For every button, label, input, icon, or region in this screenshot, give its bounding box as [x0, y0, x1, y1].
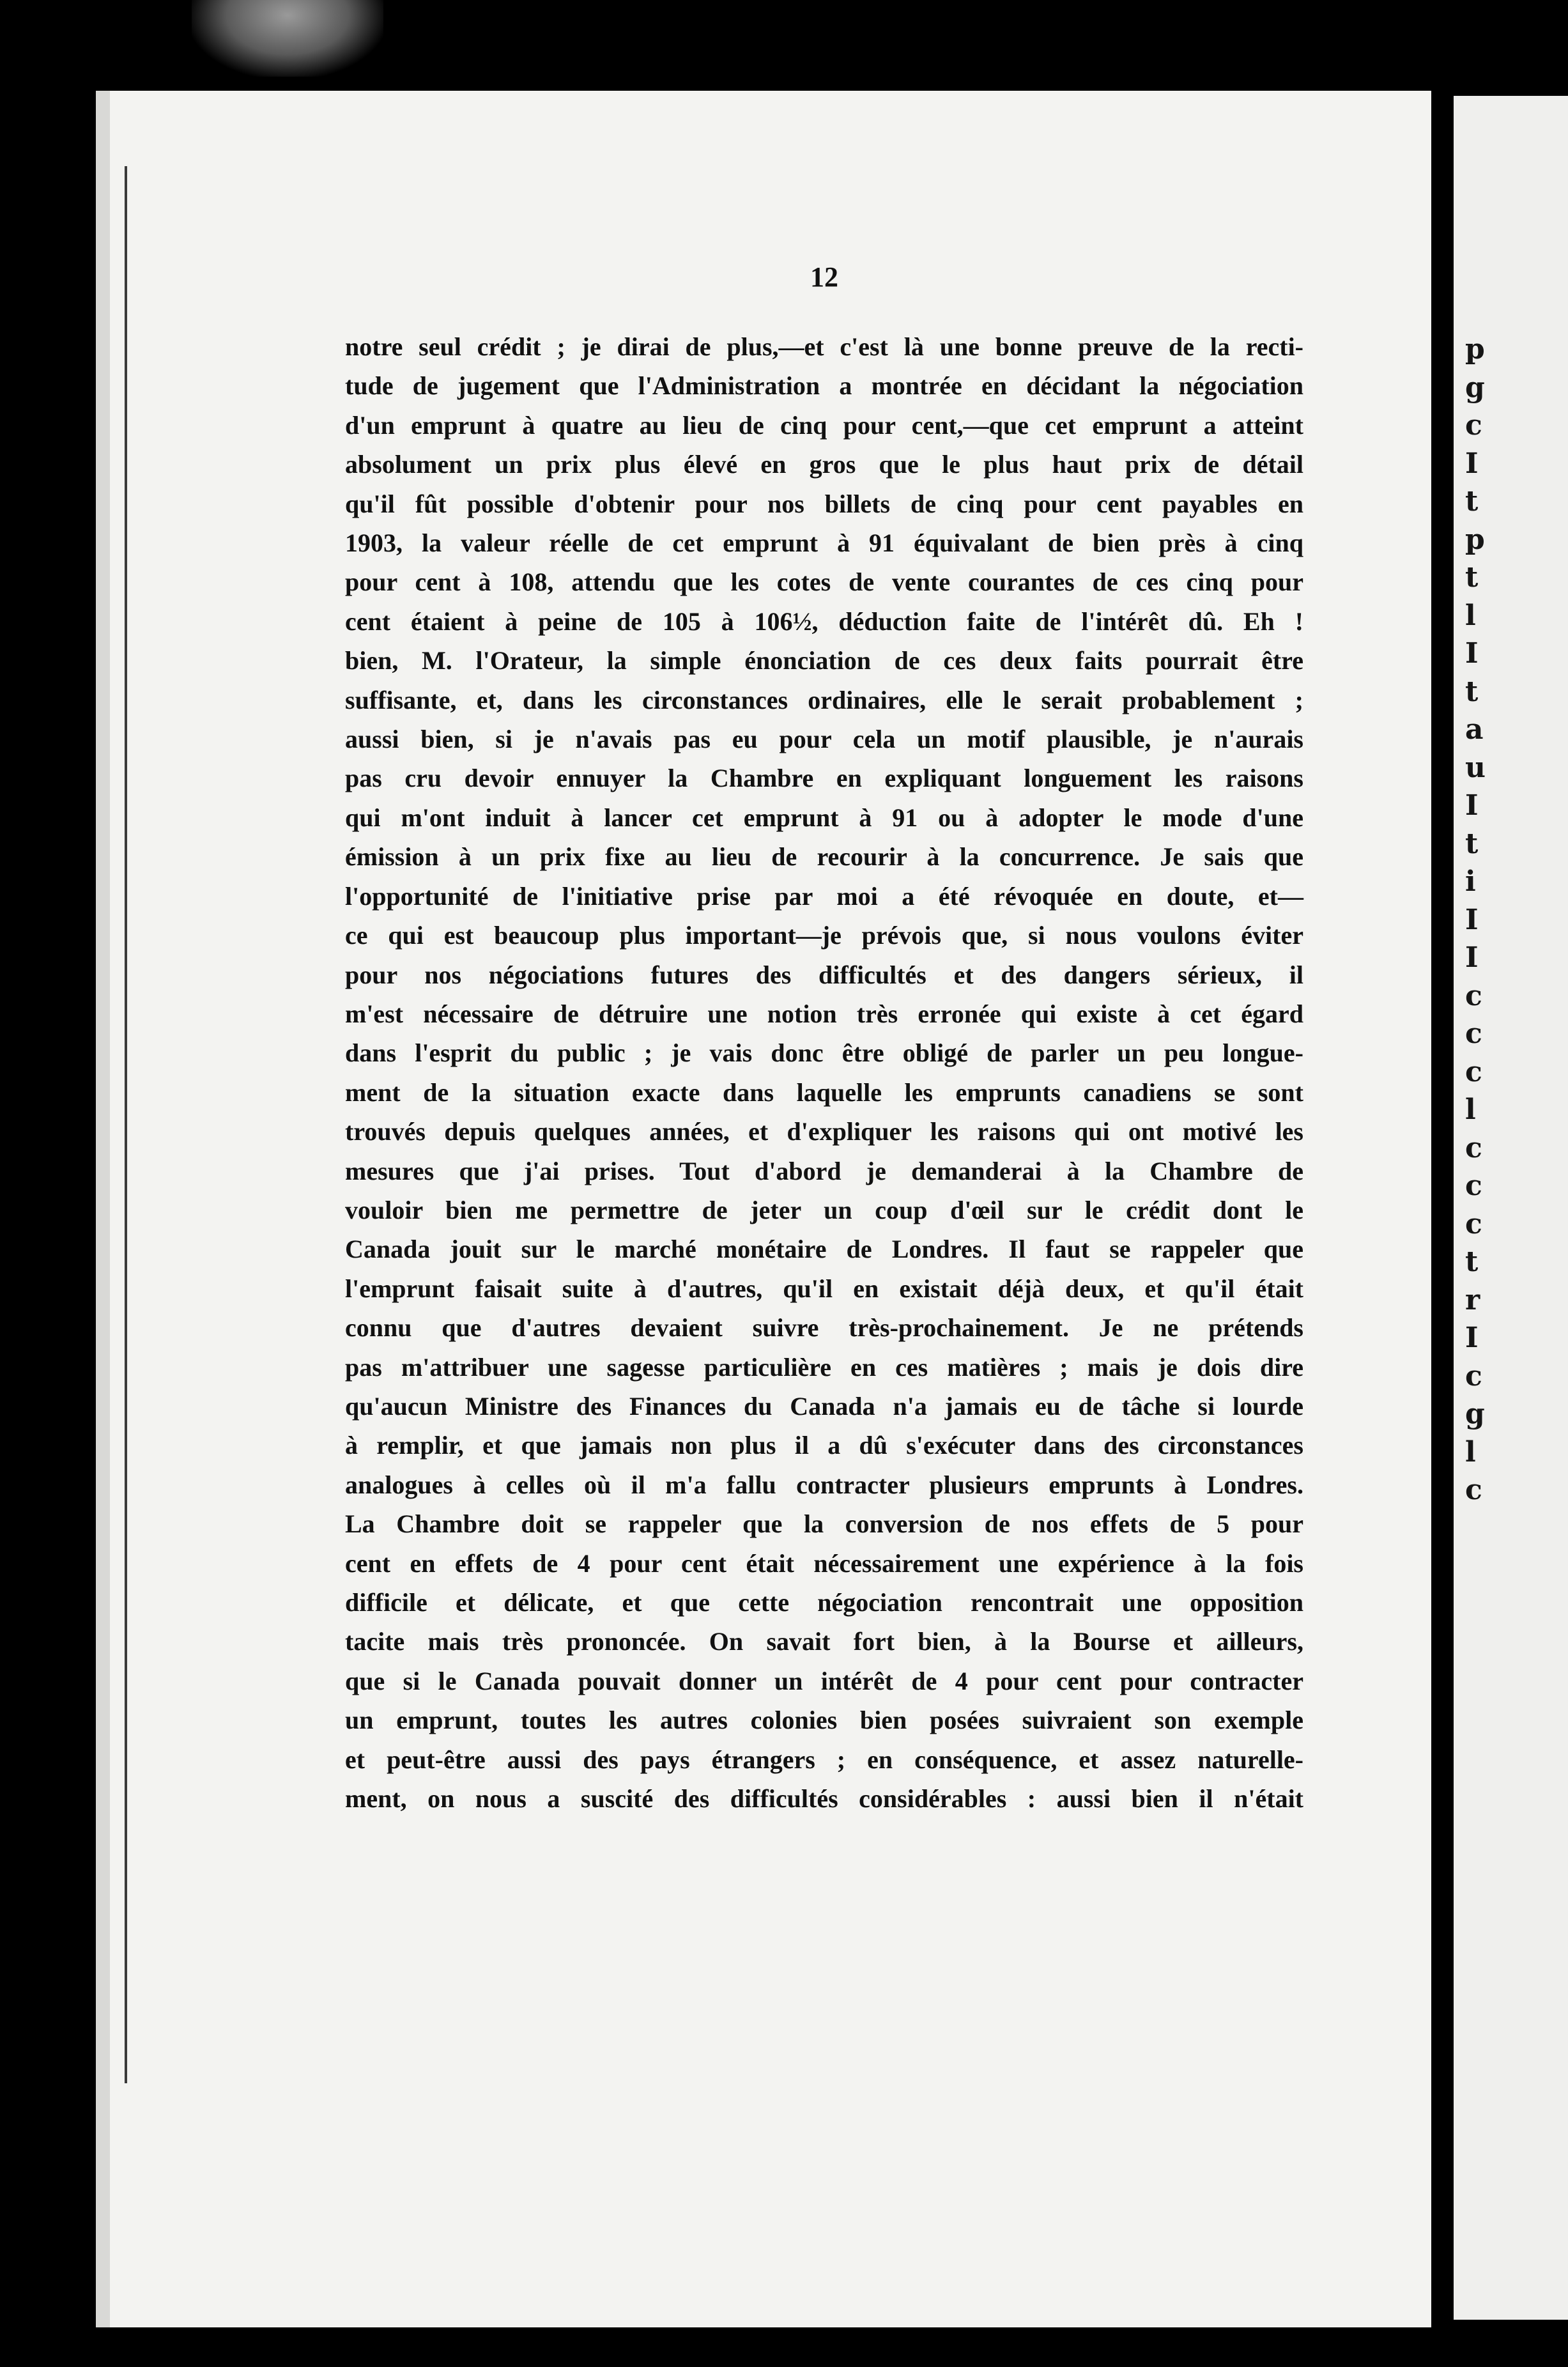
text-line: analogues à celles où il m'a fallu contracter plusieurs emprunts à Londres. — [345, 1470, 1303, 1499]
text-line: qu'il fût possible d'obtenir pour nos billets de cinq pour cent payables en — [345, 489, 1303, 518]
adjacent-page-letter: c — [1465, 979, 1482, 1012]
adjacent-page-letter: u — [1465, 751, 1486, 784]
text-line: qu'aucun Ministre des Finances du Canada n'a jamais eu de tâche si lourde — [345, 1391, 1303, 1421]
adjacent-page-letter: i — [1465, 865, 1476, 898]
adjacent-page-letter: c — [1465, 1131, 1482, 1164]
text-line: m'est nécessaire de détruire une notion très erronée qui existe à cet égard — [345, 999, 1303, 1028]
adjacent-page-letter: l — [1465, 599, 1476, 632]
text-line: ment, on nous a suscité des difficultés considérables : aussi bien il n'était — [345, 1784, 1303, 1814]
text-line: et peut-être aussi des pays étrangers ; en conséquence, et assez naturelle- — [345, 1745, 1303, 1774]
text-line: La Chambre doit se rappeler que la conversion de nos effets de 5 pour — [345, 1509, 1303, 1539]
text-line: mesures que j'ai prises. Tout d'abord je demanderai à la Chambre de — [345, 1156, 1303, 1185]
text-line: cent étaient à peine de 105 à 106½, déduction faite de l'intérêt dû. Eh ! — [345, 606, 1303, 636]
text-line: vouloir bien me permettre de jeter un coup d'œil sur le crédit dont le — [345, 1195, 1303, 1224]
adjacent-page-letter: a — [1465, 713, 1484, 746]
text-line: un emprunt, toutes les autres colonies bien posées suivraient son exemple — [345, 1706, 1303, 1735]
adjacent-page-letter: I — [1465, 1322, 1479, 1354]
text-line: 1903, la valeur réelle de cet emprunt à 91 équivalant de bien près à cinq — [345, 528, 1303, 558]
adjacent-page-letter: I — [1465, 637, 1479, 670]
adjacent-page-letter: g — [1465, 371, 1485, 404]
text-line: ment de la situation exacte dans laquelle les emprunts canadiens se sont — [345, 1077, 1303, 1107]
text-line: pour cent à 108, attendu que les cotes de vente courantes de ces cinq pour — [345, 567, 1303, 597]
text-line: dans l'esprit du public ; je vais donc être obligé de parler un peu longue- — [345, 1038, 1303, 1068]
text-line: notre seul crédit ; je dirai de plus,—et c'est là une bonne preuve de la recti- — [345, 332, 1303, 361]
adjacent-page-letter: l — [1465, 1093, 1476, 1126]
adjacent-page-letter: c — [1465, 1474, 1482, 1506]
adjacent-page-letter: c — [1465, 1207, 1482, 1240]
text-line: pour nos négociations futures des difficultés et des dangers sérieux, il — [345, 960, 1303, 989]
text-line: absolument un prix plus élevé en gros que le plus haut prix de détail — [345, 450, 1303, 479]
page-number: 12 — [810, 261, 838, 293]
adjacent-page-letter: p — [1465, 333, 1485, 366]
adjacent-page-letter: c — [1465, 409, 1482, 442]
text-line: l'opportunité de l'initiative prise par moi a été révoquée en doute, et— — [345, 881, 1303, 911]
adjacent-page-letter: c — [1465, 1017, 1482, 1050]
adjacent-page-letter: g — [1465, 1398, 1485, 1430]
adjacent-page-letter: I — [1465, 941, 1479, 974]
adjacent-page-letter: t — [1465, 1245, 1479, 1278]
text-line: difficile et délicate, et que cette négociation rencontrait une opposition — [345, 1588, 1303, 1617]
adjacent-page-letter: t — [1465, 485, 1479, 518]
adjacent-page-letter: I — [1465, 903, 1479, 936]
text-line: pas cru devoir ennuyer la Chambre en expliquant longuement les raisons — [345, 764, 1303, 793]
text-line: l'emprunt faisait suite à d'autres, qu'il en existait déjà deux, et qu'il était — [345, 1274, 1303, 1303]
adjacent-page-edge — [1454, 96, 1568, 2320]
text-line: Canada jouit sur le marché monétaire de Londres. Il faut se rappeler que — [345, 1235, 1303, 1264]
text-line: aussi bien, si je n'avais pas eu pour cela un motif plausible, je n'aurais — [345, 725, 1303, 754]
text-line: tacite mais très prononcée. On savait fort bien, à la Bourse et ailleurs, — [345, 1627, 1303, 1656]
page-body-text — [345, 327, 1303, 1818]
page-binding-shadow — [125, 166, 127, 2083]
adjacent-page-letter: t — [1465, 561, 1479, 594]
adjacent-page-letter: I — [1465, 447, 1479, 480]
text-line: émission à un prix fixe au lieu de recourir à la concurrence. Je sais que — [345, 842, 1303, 872]
adjacent-page-letter: c — [1465, 1169, 1482, 1202]
text-line: connu que d'autres devaient suivre très-prochainement. Je ne prétends — [345, 1313, 1303, 1343]
text-line: tude de jugement que l'Administration a montrée en décidant la négociation — [345, 371, 1303, 401]
text-line: pas m'attribuer une sagesse particulière en ces matières ; mais je dois dire — [345, 1352, 1303, 1382]
text-line: bien, M. l'Orateur, la simple énonciation de ces deux faits pourrait être — [345, 646, 1303, 675]
text-line: ce qui est beaucoup plus important—je prévois que, si nous voulons éviter — [345, 921, 1303, 950]
adjacent-page-letter: p — [1465, 523, 1485, 556]
adjacent-page-letter: I — [1465, 789, 1479, 822]
scan-blot — [192, 0, 383, 77]
text-line: trouvés depuis quelques années, et d'expliquer les raisons qui ont motivé les — [345, 1117, 1303, 1146]
adjacent-page-letter: t — [1465, 827, 1479, 860]
text-line: suffisante, et, dans les circonstances ordinaires, elle le serait probablement ; — [345, 685, 1303, 714]
adjacent-page-letter: r — [1465, 1283, 1480, 1316]
text-line: d'un emprunt à quatre au lieu de cinq pour cent,—que cet emprunt a atteint — [345, 410, 1303, 440]
adjacent-page-letter: c — [1465, 1055, 1482, 1088]
adjacent-page-letter: t — [1465, 675, 1479, 708]
text-line: cent en effets de 4 pour cent était nécessairement une expérience à la fois — [345, 1548, 1303, 1578]
text-line: que si le Canada pouvait donner un intérêt de 4 pour cent pour contracter — [345, 1666, 1303, 1695]
adjacent-page-letter: c — [1465, 1359, 1482, 1392]
text-line: qui m'ont induit à lancer cet emprunt à 91 ou à adopter le mode d'une — [345, 803, 1303, 832]
text-line: à remplir, et que jamais non plus il a dû s'exécuter dans des circonstances — [345, 1431, 1303, 1460]
adjacent-page-letter: l — [1465, 1435, 1476, 1469]
